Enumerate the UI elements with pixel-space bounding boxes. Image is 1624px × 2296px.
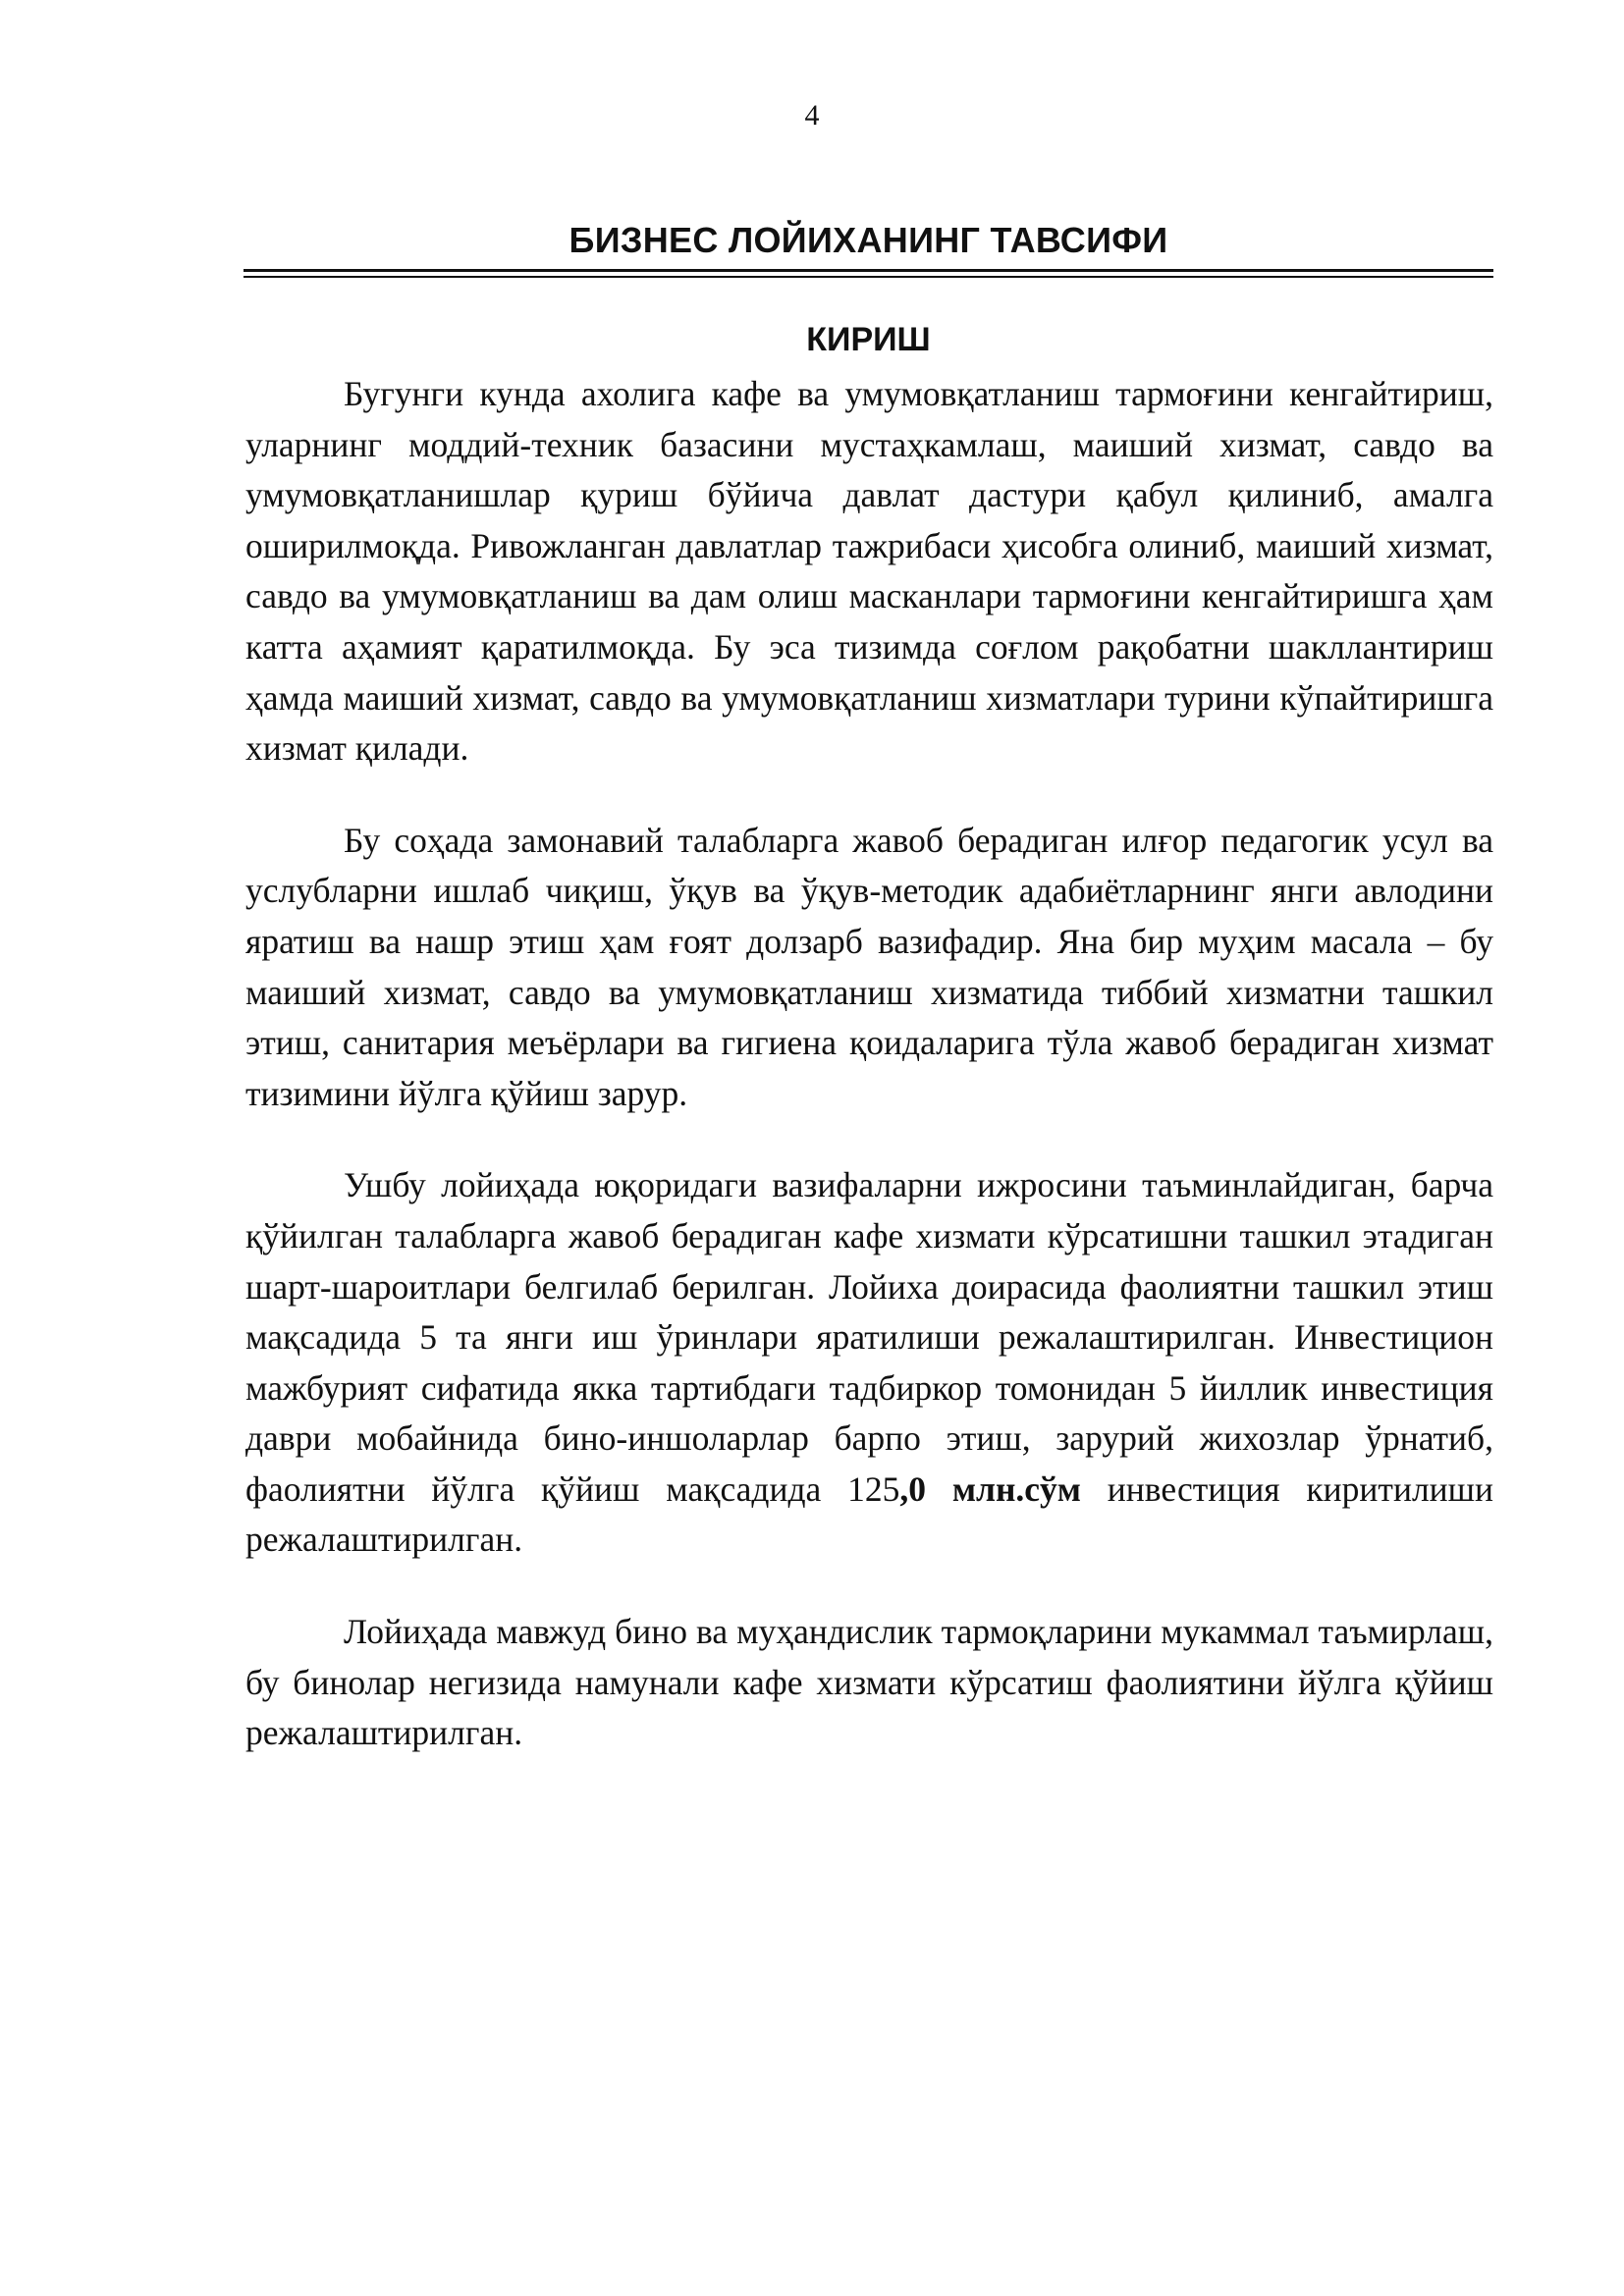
investment-amount: ,0 млн.сўм (899, 1468, 1081, 1509)
paragraph-4: Лойиҳада мавжуд бино ва муҳандислик тармоқларини мукаммал таъмирлаш, бу бинолар негизида намунали кафе хизмати кўрсатиш фаолиятини йўлга қўйиш режалаштирилган. (245, 1612, 1493, 1753)
paragraph-2: Бу соҳада замонавий талабларга жавоб берадиган илғор педагогик усул ва услубларни ишлаб чиқиш, ўқув ва ўқув-методик адабиётларнинг янги авлодини яратиш ва нашр этиш ҳам ғоят долзарб вазифадир. Яна бир муҳим масала – бу маиший хизмат, савдо ва умумовқатланиш хизматида тиббий хизматни ташкил этиш, санитария меъёрлари ва гигиена қоидаларига тўла жавоб берадиган хизмат тизимини йўлга қўйиш зарур. (245, 820, 1493, 1113)
section-heading: КИРИШ (806, 321, 931, 358)
paragraph-3-text-before: Ушбу лойиҳада юқоридаги вазифаларни ижросини таъминлайдиган, барча қўйилган талабларга жавоб берадиган кафе хизмати кўрсатишни ташкил этадиган шарт-шароитлари белгилаб берилган. Лойиха доирасида фаолиятни ташкил этиш мақсадида 5 та янги иш ўринлари яратилиши режалаштирилган. Инвестицион мажбурият сифатида якка тартибдаги тадбиркор томонидан 5 йиллик инвестиция даври мобайнида бино-иншоларлар барпо этиш, зарурий жихозлар ўрнатиб, фаолиятни йўлга қўйиш мақсадида 125 (245, 1165, 1493, 1509)
title-double-rule (244, 269, 1493, 278)
page-number: 4 (804, 99, 820, 132)
body-text (245, 369, 1493, 1759)
document-title: БИЗНЕС ЛОЙИХАНИНГ ТАВСИФИ (568, 220, 1168, 260)
paragraph-1: Бугунги кунда ахолига кафе ва умумовқатланиш тармоғини кенгайтириш, уларнинг моддий-техник базасини мустаҳкамлаш, маиший хизмат, савдо ва умумовқатланишлар қуриш бўйича давлат дастури қабул қилиниб, амалга оширилмоқда. Ривожланган давлатлар тажрибаси ҳисобга олиниб, маиший хизмат, савдо ва умумовқатланиш ва дам олиш масканлари тармоғини кенгайтиришга ҳам катта аҳамият қаратилмоқда. Бу эса тизимда соғлом рақобатни шакллантириш ҳамда маиший хизмат, савдо ва умумовқатланиш хизматлари турини кўпайтиришга хизмат қилади. (245, 374, 1493, 769)
paragraph-3-text-after: инвестиция киритилиши режалаштирилган. (245, 1468, 1493, 1560)
paragraph-3 (245, 1160, 1493, 1566)
